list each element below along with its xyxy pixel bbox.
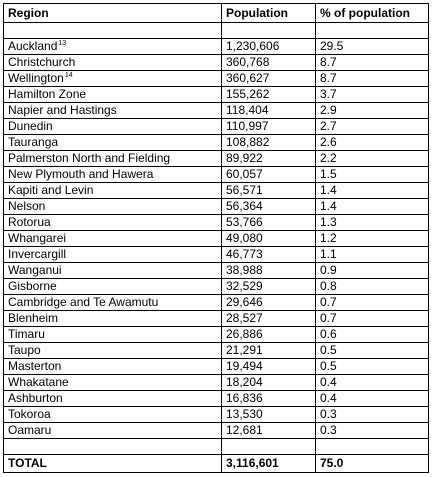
region-name: Rotorua bbox=[8, 215, 51, 229]
region-cell bbox=[4, 423, 222, 439]
region-cell bbox=[4, 279, 222, 295]
table-row bbox=[4, 55, 429, 71]
table-row bbox=[4, 119, 429, 135]
region-name: Ashburton bbox=[8, 391, 63, 405]
region-cell bbox=[4, 391, 222, 407]
total-percent: 75.0 bbox=[316, 455, 429, 473]
region-cell bbox=[4, 375, 222, 391]
table-row bbox=[4, 103, 429, 119]
population-cell: 19,494 bbox=[222, 359, 316, 375]
population-cell: 53,766 bbox=[222, 215, 316, 231]
population-cell: 56,571 bbox=[222, 183, 316, 199]
empty-cell bbox=[316, 23, 429, 39]
region-name: Kapiti and Levin bbox=[8, 183, 94, 197]
spacer-row-bottom bbox=[4, 439, 429, 455]
population-cell: 1,230,606 bbox=[222, 39, 316, 55]
region-name: Blenheim bbox=[8, 311, 59, 325]
region-name: Wanganui bbox=[8, 263, 62, 277]
table-row bbox=[4, 327, 429, 343]
population-cell: 13,530 bbox=[222, 407, 316, 423]
region-name: Whakatane bbox=[8, 375, 69, 389]
population-cell: 110,997 bbox=[222, 119, 316, 135]
percent-cell: 2.9 bbox=[316, 103, 429, 119]
region-name: Cambridge and Te Awamutu bbox=[8, 295, 159, 309]
percent-cell: 2.7 bbox=[316, 119, 429, 135]
percent-cell: 8.7 bbox=[316, 71, 429, 87]
region-cell bbox=[4, 167, 222, 183]
region-cell bbox=[4, 151, 222, 167]
population-cell: 26,886 bbox=[222, 327, 316, 343]
percent-cell: 0.7 bbox=[316, 295, 429, 311]
percent-cell: 3.7 bbox=[316, 87, 429, 103]
header-row bbox=[4, 4, 429, 23]
population-table-container bbox=[3, 3, 429, 473]
population-cell: 155,262 bbox=[222, 87, 316, 103]
population-cell: 29,646 bbox=[222, 295, 316, 311]
percent-cell: 0.5 bbox=[316, 343, 429, 359]
percent-cell: 1.1 bbox=[316, 247, 429, 263]
region-cell bbox=[4, 343, 222, 359]
percent-cell: 29.5 bbox=[316, 39, 429, 55]
population-cell: 360,627 bbox=[222, 71, 316, 87]
table-body bbox=[4, 23, 429, 473]
region-name: Palmerston North and Fielding bbox=[8, 151, 171, 165]
region-name: Invercargill bbox=[8, 247, 67, 261]
region-name: New Plymouth and Hawera bbox=[8, 167, 154, 181]
table-row bbox=[4, 295, 429, 311]
population-cell: 12,681 bbox=[222, 423, 316, 439]
percent-cell: 2.2 bbox=[316, 151, 429, 167]
table-row bbox=[4, 199, 429, 215]
region-cell bbox=[4, 39, 222, 55]
table-row bbox=[4, 391, 429, 407]
region-cell bbox=[4, 231, 222, 247]
region-cell bbox=[4, 295, 222, 311]
region-cell bbox=[4, 183, 222, 199]
table-row bbox=[4, 359, 429, 375]
population-cell: 21,291 bbox=[222, 343, 316, 359]
region-name: Gisborne bbox=[8, 279, 57, 293]
percent-cell: 0.4 bbox=[316, 391, 429, 407]
region-cell bbox=[4, 263, 222, 279]
header-population: Population bbox=[222, 4, 316, 23]
percent-cell: 1.4 bbox=[316, 199, 429, 215]
empty-cell bbox=[222, 23, 316, 39]
population-cell: 60,057 bbox=[222, 167, 316, 183]
region-name: Tokoroa bbox=[8, 407, 51, 421]
percent-cell: 0.3 bbox=[316, 407, 429, 423]
population-cell: 108,882 bbox=[222, 135, 316, 151]
table-row bbox=[4, 311, 429, 327]
region-name: Auckland bbox=[8, 39, 58, 53]
table-row bbox=[4, 343, 429, 359]
region-name: Masterton bbox=[8, 359, 62, 373]
table-row bbox=[4, 423, 429, 439]
percent-cell: 0.4 bbox=[316, 375, 429, 391]
table-row bbox=[4, 135, 429, 151]
percent-cell: 2.6 bbox=[316, 135, 429, 151]
population-cell: 89,922 bbox=[222, 151, 316, 167]
region-cell bbox=[4, 311, 222, 327]
total-label: TOTAL bbox=[4, 455, 222, 473]
percent-cell: 1.2 bbox=[316, 231, 429, 247]
percent-cell: 1.3 bbox=[316, 215, 429, 231]
percent-cell: 0.8 bbox=[316, 279, 429, 295]
table-row bbox=[4, 247, 429, 263]
table-row bbox=[4, 375, 429, 391]
population-cell: 49,080 bbox=[222, 231, 316, 247]
table-row bbox=[4, 279, 429, 295]
population-cell: 118,404 bbox=[222, 103, 316, 119]
region-name: Whangarei bbox=[8, 231, 67, 245]
region-name: Wellington bbox=[8, 71, 64, 85]
table-row bbox=[4, 183, 429, 199]
spacer-row-top bbox=[4, 23, 429, 39]
population-cell: 38,988 bbox=[222, 263, 316, 279]
footnote-marker: 13 bbox=[58, 40, 67, 47]
region-cell bbox=[4, 407, 222, 423]
region-name: Christchurch bbox=[8, 55, 76, 69]
percent-cell: 1.4 bbox=[316, 183, 429, 199]
region-cell bbox=[4, 103, 222, 119]
header-percent: % of population bbox=[316, 4, 429, 23]
region-name: Oamaru bbox=[8, 423, 52, 437]
percent-cell: 0.6 bbox=[316, 327, 429, 343]
population-cell: 56,364 bbox=[222, 199, 316, 215]
table-row bbox=[4, 87, 429, 103]
percent-cell: 0.5 bbox=[316, 359, 429, 375]
percent-cell: 0.9 bbox=[316, 263, 429, 279]
table-row bbox=[4, 71, 429, 87]
region-cell bbox=[4, 215, 222, 231]
population-cell: 46,773 bbox=[222, 247, 316, 263]
empty-cell bbox=[4, 439, 222, 455]
region-cell bbox=[4, 71, 222, 87]
region-name: Taupo bbox=[8, 343, 41, 357]
population-cell: 360,768 bbox=[222, 55, 316, 71]
region-cell bbox=[4, 327, 222, 343]
region-cell bbox=[4, 55, 222, 71]
table-row bbox=[4, 39, 429, 55]
region-cell bbox=[4, 135, 222, 151]
empty-cell bbox=[4, 23, 222, 39]
population-cell: 28,527 bbox=[222, 311, 316, 327]
region-name: Napier and Hastings bbox=[8, 103, 117, 117]
population-cell: 16,836 bbox=[222, 391, 316, 407]
population-table bbox=[3, 3, 429, 473]
region-cell bbox=[4, 119, 222, 135]
region-cell bbox=[4, 199, 222, 215]
header-region: Region bbox=[4, 4, 222, 23]
percent-cell: 0.7 bbox=[316, 311, 429, 327]
region-name: Tauranga bbox=[8, 135, 59, 149]
total-population: 3,116,601 bbox=[222, 455, 316, 473]
table-row bbox=[4, 407, 429, 423]
percent-cell: 1.5 bbox=[316, 167, 429, 183]
table-row bbox=[4, 167, 429, 183]
region-cell bbox=[4, 87, 222, 103]
total-row bbox=[4, 455, 429, 473]
table-row bbox=[4, 151, 429, 167]
percent-cell: 0.3 bbox=[316, 423, 429, 439]
population-cell: 18,204 bbox=[222, 375, 316, 391]
footnote-marker: 14 bbox=[64, 72, 73, 79]
table-row bbox=[4, 231, 429, 247]
region-name: Timaru bbox=[8, 327, 45, 341]
region-name: Hamilton Zone bbox=[8, 87, 87, 101]
empty-cell bbox=[222, 439, 316, 455]
empty-cell bbox=[316, 439, 429, 455]
percent-cell: 8.7 bbox=[316, 55, 429, 71]
region-name: Dunedin bbox=[8, 119, 53, 133]
table-row bbox=[4, 263, 429, 279]
population-cell: 32,529 bbox=[222, 279, 316, 295]
region-name: Nelson bbox=[8, 199, 46, 213]
region-cell bbox=[4, 247, 222, 263]
table-row bbox=[4, 215, 429, 231]
region-cell bbox=[4, 359, 222, 375]
